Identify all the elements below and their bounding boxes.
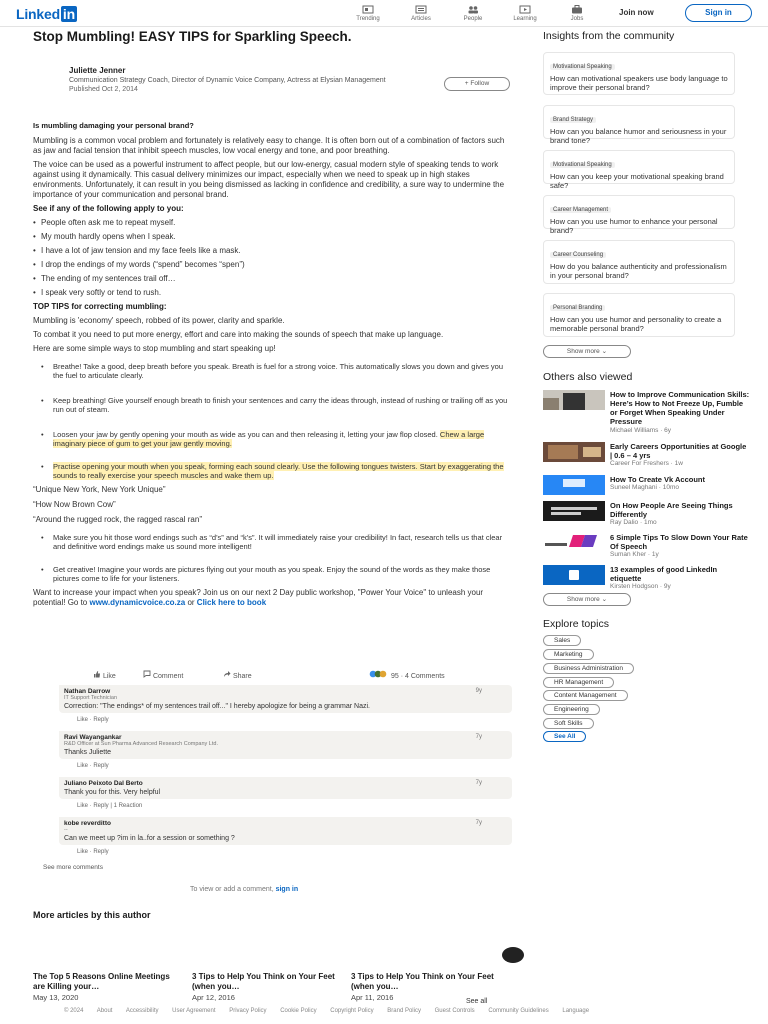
comment-text: Thank you for this. Very helpful [64, 789, 161, 796]
commenter-name[interactable]: kobe reverditto [64, 820, 111, 827]
commenter-role: R&D Officer at Sun Pharma Advanced Research Company Ltd. [64, 741, 218, 747]
comment-time: 7y [475, 734, 482, 740]
comment-time: 7y [475, 820, 482, 826]
sign-in-prompt [190, 886, 298, 893]
insight-tag: Career Counseling [550, 252, 606, 258]
tongue-twister: “How Now Brown Cow” [33, 500, 116, 509]
more-article-date: May 13, 2020 [33, 993, 79, 1002]
prompt-text: To view or add a comment, [190, 886, 276, 893]
list-item: • I speak very softly or tend to rush. [33, 288, 513, 298]
footer-link[interactable]: Copyright Policy [330, 1008, 374, 1014]
list-item: • My mouth hardly opens when I speak. [33, 232, 513, 242]
articles-icon [415, 5, 427, 14]
copyright: © 2024 [64, 1008, 84, 1014]
insight-question: How can you balance humor and seriousness in your brand tone? [550, 127, 727, 145]
paragraph: Mumbling is a common vocal problem and fortunately is relatively easy to change. It is often born out of a combination of factors such as jaw and facial tension that inhibit speech muscles, low vocal energy and tone, and poor breathing. [33, 136, 505, 155]
insight-question: How can you use humor and personality to create a memorable personal brand? [550, 315, 722, 333]
comment-actions[interactable]: Like · Reply [77, 717, 109, 723]
insight-tag: Personal Branding [550, 305, 605, 311]
more-articles-heading: More articles by this author [33, 910, 151, 920]
article-thumbnail [543, 533, 605, 553]
others-meta: Ray Dalio · 1mo [610, 519, 657, 526]
comment-text: Can we meet up ?im in la..for a session or something ? [64, 835, 235, 842]
nav-people[interactable] [453, 5, 493, 22]
article-title: Stop Mumbling! EASY TIPS for Sparkling Speech. [33, 29, 352, 44]
chevron-down-icon: ⌄ [601, 596, 608, 603]
language-selector[interactable]: Language [562, 1008, 590, 1014]
book-link[interactable]: Click here to book [196, 598, 267, 607]
comment-time: 9y [475, 688, 482, 694]
others-title: On How People Are Seeing Things Differently [610, 501, 733, 519]
others-meta: Kirsten Hodgson · 9y [610, 583, 671, 590]
like-button[interactable] [93, 670, 116, 680]
nav-label: Articles [411, 16, 431, 22]
tip-item: • Get creative! Imagine your words are pictures flying out your mouth as you speak. Enjoy the sound of the words as they make those pictures come to life for your listeners. [33, 565, 513, 583]
article-body [33, 121, 513, 612]
footer-link[interactable]: About [96, 1008, 113, 1014]
sign-in-button[interactable]: Sign in [685, 4, 752, 22]
insight-card[interactable] [543, 105, 735, 145]
tip-item [33, 430, 513, 448]
reaction-summary[interactable] [369, 670, 445, 680]
more-article-title: 3 Tips to Help You Think on Your Feet (when you… [351, 972, 494, 991]
comment-text: Thanks Juliette [64, 749, 112, 756]
insight-tag: Motivational Speaking [550, 64, 615, 70]
reaction-icons [369, 670, 389, 678]
highlighted-text: Chew a large imaginary piece of gum to get your jaw gently moving. [53, 430, 485, 448]
commenter-role: IT Support Technician [64, 695, 117, 701]
nav-label: Trending [356, 16, 380, 22]
show-more-insights-button[interactable] [543, 345, 631, 358]
cta-text: Want to increase your impact when you speak? Join us on our next 2 Day public workshop, "Power Your Voice" to unleash your potential! Go to [33, 588, 484, 607]
insight-card[interactable] [543, 240, 735, 284]
share-icon [223, 670, 231, 678]
footer-link[interactable]: Brand Policy [387, 1008, 421, 1014]
comment-icon [143, 670, 151, 678]
others-item[interactable] [543, 442, 748, 470]
insight-card[interactable] [543, 195, 735, 235]
footer [64, 1008, 768, 1014]
show-more-label: Show more [566, 596, 600, 603]
carousel-control[interactable] [502, 947, 524, 963]
trending-icon [362, 5, 374, 14]
article-thumbnail [543, 501, 605, 521]
comment-button[interactable] [143, 670, 183, 680]
nav-articles[interactable] [401, 5, 441, 22]
comment-actions[interactable]: Like · Reply [77, 849, 109, 855]
others-item[interactable] [543, 565, 748, 593]
share-button[interactable] [223, 670, 252, 680]
more-article-date: Apr 12, 2016 [192, 993, 235, 1002]
topic-pill[interactable]: HR Management [543, 677, 614, 688]
topic-pill[interactable]: Business Administration [543, 663, 634, 674]
show-more-others-button[interactable] [543, 593, 631, 606]
insight-tag: Career Management [550, 207, 611, 213]
insights-heading: Insights from the community [543, 30, 675, 42]
show-more-label: Show more [566, 348, 600, 355]
comment [59, 685, 512, 713]
more-article-title: 3 Tips to Help You Think on Your Feet (when you… [192, 972, 335, 991]
nav-label: Jobs [570, 16, 584, 22]
author-role: Communication Strategy Coach, Director of Dynamic Voice Company, Actress at Elysian Management [69, 77, 386, 84]
insight-card[interactable] [543, 150, 735, 190]
commenter-name[interactable]: Nathan Darrow [64, 688, 111, 695]
nav-trending[interactable] [348, 5, 388, 22]
article-thumbnail [543, 475, 605, 495]
comments-list [59, 685, 512, 863]
heading-mumbling: Is mumbling damaging your personal brand? [33, 121, 194, 130]
highlighted-text: Practise opening your mouth when you speak, forming each sound clearly. Use the following tongues twisters. Start by exaggerating the sounds to really exercise your speech muscles and wake them up. [53, 462, 504, 480]
thumbs-up-icon [93, 670, 101, 678]
nav-jobs[interactable] [557, 5, 597, 22]
tip-item: • Make sure you hit those word endings such as “d’s” and “k’s”. It will immediately raise your credibility! In fact, research tells us that clear and definitive word endings make us sound more intelligent! [33, 533, 513, 551]
insight-card[interactable] [543, 293, 735, 337]
tip-item: • Breathe! Take a good, deep breath before you speak. Breath is fuel for a strong voice. This automatically slows you down and gives you the fuel to articulate clearly. [33, 362, 513, 380]
tongue-twister: “Around the rugged rock, the ragged rascal ran” [33, 515, 202, 524]
article-thumbnail [543, 565, 605, 585]
join-now-button[interactable]: Join now [619, 8, 654, 17]
sign-in-link[interactable]: sign in [275, 886, 299, 893]
insight-tag: Motivational Speaking [550, 162, 615, 168]
more-article-card[interactable] [33, 972, 183, 1002]
commenter-name[interactable]: Ravi Wayangankar [64, 734, 122, 741]
insight-tag: Brand Strategy [550, 117, 596, 123]
others-title: How To Create Vk Account [610, 475, 706, 484]
right-rail [543, 30, 750, 740]
list-item: • I drop the endings of my words (“spend” becomes “spen”) [33, 260, 513, 270]
commenter-name[interactable]: Juliano Peixoto Dal Berto [64, 780, 143, 787]
follow-button[interactable]: + Follow [444, 77, 510, 91]
logo-text: Linked [16, 6, 60, 22]
cta-text: or [185, 598, 197, 607]
commenter-role: -- [64, 827, 68, 833]
heading-apply: See if any of the following apply to you: [33, 204, 184, 213]
author-block [69, 66, 429, 93]
more-article-title: The Top 5 Reasons Online Meetings are Killing your… [33, 972, 170, 991]
others-title: How to Improve Communication Skills: Here’s How to Not Freeze Up, Fumble or Forget When Speaking Under Pressure [610, 390, 750, 426]
insight-question: How can you keep your motivational speaking brand safe? [550, 172, 724, 190]
paragraph: Here are some simple ways to stop mumbling and start speaking up! [33, 344, 276, 353]
tip-item [33, 462, 513, 480]
others-heading: Others also viewed [543, 371, 633, 383]
others-item[interactable] [543, 501, 748, 527]
reaction-count: 95 [390, 673, 399, 680]
comment-label: Comment [152, 673, 184, 680]
insight-question: How can motivational speakers use body language to improve their personal brand? [550, 74, 728, 92]
chevron-down-icon: ⌄ [601, 348, 608, 355]
others-title: 13 examples of good LinkedIn etiquette [610, 565, 718, 583]
others-meta: Suman Kher · 1y [610, 551, 659, 558]
author-name[interactable]: Juliette Jenner [69, 66, 126, 75]
more-article-date: Apr 11, 2016 [351, 993, 394, 1002]
topic-pill[interactable]: Soft Skills [543, 718, 594, 729]
tip-text: Loosen your jaw by gently opening your mouth as wide as you can and then releasing it, letting your jaw flop closed. [53, 430, 438, 439]
footer-link[interactable]: Accessibility [125, 1008, 159, 1014]
others-item[interactable] [543, 390, 750, 434]
learning-icon [519, 5, 531, 14]
nav-label: Learning [513, 16, 537, 22]
others-title: 6 Simple Tips To Slow Down Your Rate Of Speech [610, 533, 748, 551]
list-item: • I have a lot of jaw tension and my face feels like a mask. [33, 246, 513, 256]
linkedin-logo[interactable] [16, 6, 77, 22]
comment-actions[interactable]: Like · Reply | 1 Reaction [77, 803, 143, 809]
share-label: Share [232, 673, 252, 680]
like-label: Like [102, 673, 116, 680]
footer-link[interactable]: User Agreement [172, 1008, 216, 1014]
insight-question: How do you balance authenticity and professionalism in your personal brand? [550, 262, 727, 280]
comment-actions[interactable]: Like · Reply [77, 763, 109, 769]
paragraph: To combat it you need to put more energy, effort and care into making the sounds of speech that make up language. [33, 330, 444, 339]
footer-link[interactable]: Guest Controls [434, 1008, 475, 1014]
jobs-icon [571, 5, 583, 14]
see-all-articles-link[interactable]: See all [466, 998, 488, 1005]
comment [59, 817, 512, 845]
paragraph: The voice can be used as a powerful instrument to affect people, but our low-energy, casual modern style of speaking tends to work against using it dynamically. This casual delivery minimizes our impact, especially when we need to speak up in high stakes environments. Unfortunately, it can result in you being dismissed as lacking in confidence and credibility, a sure way to undermine the importance of your communication and personal brand. [33, 160, 505, 199]
published-date: Published Oct 2, 2014 [69, 86, 138, 93]
comment [59, 731, 512, 759]
topic-pill[interactable]: Content Management [543, 690, 628, 701]
others-item[interactable] [543, 475, 748, 497]
others-title: Early Careers Opportunities at Google | 0.6 – 4 yrs [610, 442, 747, 460]
footer-link[interactable]: Cookie Policy [280, 1008, 317, 1014]
tip-item: • Keep breathing! Give yourself enough breath to finish your sentences and carry the ideas through, instead of rushing or trailing off as you run out of steam. [33, 396, 513, 414]
call-to-action [33, 588, 513, 608]
others-item[interactable] [543, 533, 748, 559]
see-more-comments[interactable]: See more comments [43, 864, 103, 871]
top-nav-bar [0, 0, 768, 27]
others-meta: Michael Williams · 6y [610, 427, 672, 434]
comments-count[interactable]: · 4 Comments [400, 673, 445, 680]
list-item: • The ending of my sentences trail off… [33, 274, 513, 284]
topic-pill[interactable]: Sales [543, 635, 581, 646]
article [33, 29, 513, 607]
social-actions [93, 670, 513, 682]
topic-pill[interactable]: Marketing [543, 649, 594, 660]
paragraph: Mumbling is 'economy' speech, robbed of its power, clarity and sparkle. [33, 316, 285, 325]
footer-link[interactable]: Community Guidelines [488, 1008, 549, 1014]
topics-heading: Explore topics [543, 618, 609, 630]
footer-link[interactable]: Privacy Policy [229, 1008, 267, 1014]
nav-label: People [463, 16, 483, 22]
nav-learning[interactable] [505, 5, 545, 22]
list-item: • People often ask me to repeat myself. [33, 218, 513, 228]
logo-in-badge: in [62, 6, 75, 22]
comment-time: 7y [475, 780, 482, 786]
article-thumbnail [543, 442, 605, 462]
insight-card[interactable] [543, 52, 735, 95]
others-meta: Career For Freshers · 1w [610, 460, 683, 467]
heading-top-tips: TOP TIPS for correcting mumbling: [33, 302, 167, 311]
website-link[interactable]: www.dynamicvoice.co.za [89, 598, 186, 607]
people-icon [467, 5, 479, 14]
article-thumbnail [543, 390, 605, 410]
tongue-twister: “Unique New York, New York Unique” [33, 485, 166, 494]
see-all-topics-button[interactable]: See All [543, 731, 586, 742]
topic-pill[interactable]: Engineering [543, 704, 600, 715]
comment-text: Correction: "The endings* of my sentences trail off..." I hereby apologize for being a grammar Nazi. [64, 703, 370, 710]
more-article-card[interactable] [192, 972, 342, 1002]
others-meta: Suneel Maghani · 10mo [610, 484, 680, 491]
comment [59, 777, 512, 799]
insight-question: How can you use humor to enhance your personal brand? [550, 217, 718, 235]
